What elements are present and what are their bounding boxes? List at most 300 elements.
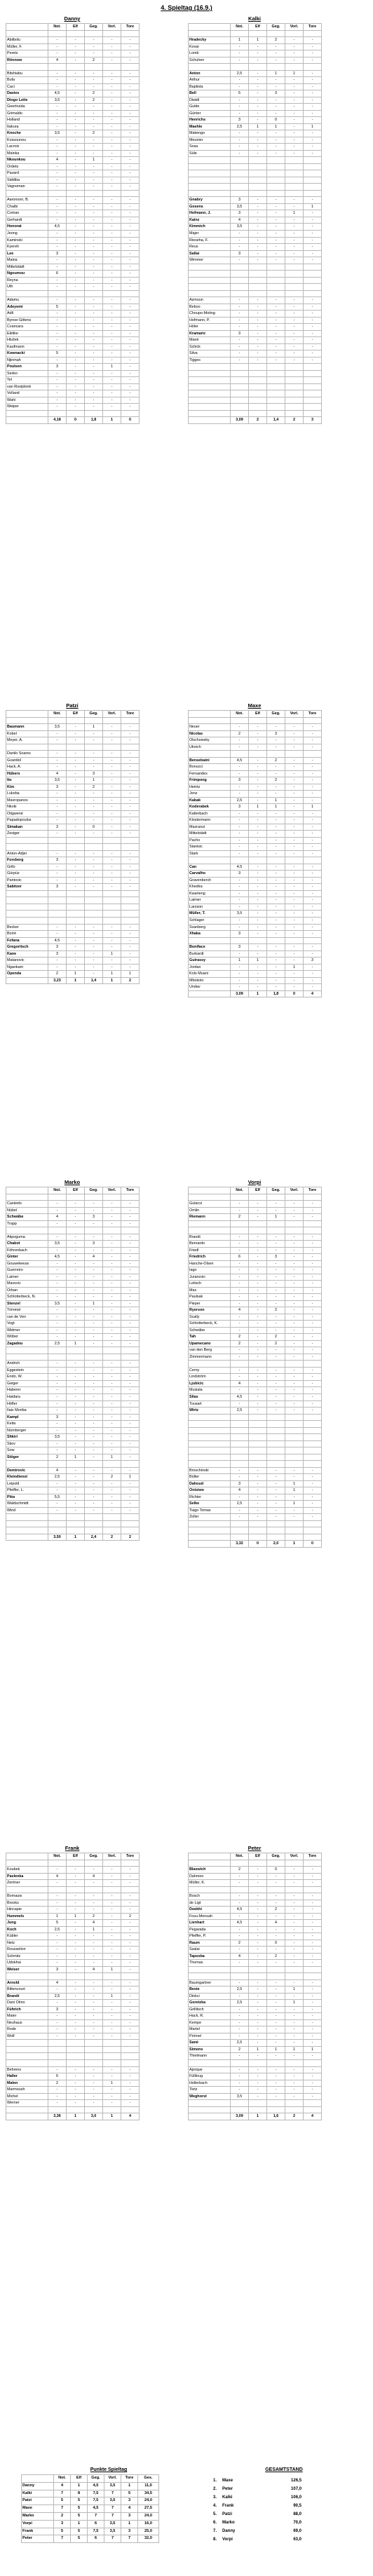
value-cell — [304, 410, 322, 417]
table-row — [189, 757, 322, 764]
value-cell: - — [121, 1220, 140, 1227]
value-cell: - — [267, 1480, 285, 1487]
table-row — [189, 1247, 322, 1254]
value-cell: - — [103, 104, 121, 111]
value-cell: - — [103, 150, 121, 157]
value-cell: - — [267, 944, 285, 951]
value-cell — [103, 917, 121, 924]
table-row — [189, 1993, 322, 2000]
value-cell: - — [103, 2093, 121, 2100]
table-row — [6, 1940, 140, 1947]
value-cell — [85, 410, 103, 417]
value-cell: - — [121, 1947, 140, 1954]
value-cell: - — [67, 1267, 85, 1274]
player-name-cell: Hincapie — [6, 1907, 48, 1914]
value-cell: - — [304, 130, 322, 137]
value-cell: - — [121, 110, 140, 117]
value-cell: - — [249, 2066, 267, 2073]
value-cell: - — [285, 317, 304, 324]
value-cell — [304, 2106, 322, 2113]
value-cell: - — [285, 1401, 304, 1408]
value-cell: - — [304, 1920, 322, 1927]
value-cell: - — [304, 1474, 322, 1481]
value-cell: - — [285, 50, 304, 57]
value-cell — [267, 170, 285, 177]
value-cell: - — [85, 137, 103, 144]
player-name-cell: Papadopoulos — [6, 817, 48, 824]
value-cell: - — [267, 1393, 285, 1401]
manager-name-cell: Marko — [222, 2521, 235, 2525]
table-row — [6, 1461, 140, 1468]
player-name-cell: Orban — [6, 1287, 48, 1294]
player-name-cell: Vogt — [6, 1321, 48, 1328]
value-cell: - — [231, 1401, 249, 1408]
table-row — [189, 137, 322, 144]
player-name-cell: Anton — [189, 70, 231, 77]
summary-row — [189, 2113, 322, 2120]
value-cell: - — [67, 150, 85, 157]
value-cell: 1 — [267, 797, 285, 804]
value-cell — [121, 897, 140, 904]
value-cell: - — [121, 364, 140, 371]
value-cell: - — [67, 311, 85, 318]
player-name-cell: Carvalho — [189, 871, 231, 878]
value-cell: - — [103, 2100, 121, 2107]
value-cell: - — [304, 1993, 322, 2000]
player-name-cell: Can — [189, 864, 231, 871]
value-cell: - — [85, 117, 103, 124]
value-cell: - — [85, 1947, 103, 1954]
value-cell: 1 — [285, 2046, 304, 2053]
value-cell — [231, 383, 249, 390]
value-cell — [85, 717, 103, 724]
value-cell: - — [67, 724, 85, 731]
value-cell — [304, 177, 322, 184]
player-name-cell: Udokhai — [6, 1960, 48, 1967]
player-name-cell: Holland — [6, 117, 48, 124]
value-cell: - — [121, 1387, 140, 1394]
header-cell — [6, 1853, 48, 1860]
value-cell: - — [67, 1387, 85, 1394]
player-name-cell: Sosa — [189, 144, 231, 151]
value-cell: - — [121, 1234, 140, 1241]
value-cell: - — [48, 964, 67, 971]
value-cell — [85, 1194, 103, 1201]
player-name-cell — [6, 1973, 48, 1980]
player-name-cell — [189, 1966, 231, 1973]
value-cell: - — [267, 2033, 285, 2040]
value-cell — [304, 1447, 322, 1454]
table-row — [189, 2066, 322, 2073]
value-cell: - — [267, 2019, 285, 2026]
value-cell: - — [85, 1387, 103, 1394]
table-row — [6, 931, 140, 938]
value-cell — [267, 1434, 285, 1441]
value-cell: - — [121, 1201, 140, 1208]
value-cell: - — [121, 777, 140, 784]
value-cell: - — [103, 1434, 121, 1441]
value-cell: 1 — [285, 210, 304, 217]
value-cell: 3 — [267, 730, 285, 737]
value-cell: 4,5 — [48, 1254, 67, 1261]
summary-row — [6, 417, 140, 424]
value-cell: - — [85, 123, 103, 130]
value-cell — [48, 1514, 67, 1521]
table-row — [6, 2053, 140, 2060]
value-cell: - — [121, 77, 140, 84]
player-name-cell: Stöger — [6, 1454, 48, 1461]
table-row — [6, 1434, 140, 1441]
value-cell: - — [304, 850, 322, 857]
player-name-cell — [6, 837, 48, 844]
value-cell: - — [48, 210, 67, 217]
value-cell: - — [121, 757, 140, 764]
player-name-cell: Kimmich — [189, 224, 231, 231]
value-cell: - — [249, 1214, 267, 1221]
player-name-cell: Michel — [6, 2093, 48, 2100]
value-cell: - — [267, 2087, 285, 2094]
value-cell: 27,5 — [138, 2505, 159, 2513]
value-cell: 3 — [48, 784, 67, 791]
value-cell: - — [121, 1467, 140, 1474]
table-row — [6, 217, 140, 224]
value-cell: - — [48, 1440, 67, 1447]
value-cell: 2 — [121, 1913, 140, 1920]
table-row — [189, 290, 322, 297]
value-cell: - — [285, 304, 304, 311]
player-name-cell: Friedrich — [189, 1254, 231, 1261]
value-cell: - — [103, 311, 121, 318]
player-name-cell: Adli — [6, 311, 48, 318]
value-cell: - — [103, 877, 121, 884]
player-name-cell: Grillitsch — [189, 2006, 231, 2013]
table-row — [189, 1940, 322, 1947]
value-cell — [249, 1973, 267, 1980]
value-cell: - — [48, 1393, 67, 1401]
value-cell: - — [304, 931, 322, 938]
table-row — [6, 90, 140, 97]
value-cell: - — [67, 1260, 85, 1267]
value-cell: 4,5 — [231, 1920, 249, 1927]
value-cell: - — [121, 50, 140, 57]
table-row — [6, 157, 140, 164]
value-cell: - — [85, 1247, 103, 1254]
value-cell: 16,0 — [138, 2520, 159, 2528]
value-cell: 2 — [267, 777, 285, 784]
manager-name: Marko — [64, 1179, 81, 1185]
player-name-cell: Boniface — [189, 944, 231, 951]
value-cell: - — [103, 1287, 121, 1294]
ranking-row — [210, 2485, 304, 2493]
header-cell: Not. — [48, 24, 67, 31]
value-cell: - — [67, 2093, 85, 2100]
table-row — [189, 2087, 322, 2094]
value-cell: - — [249, 1913, 267, 1920]
table-row — [189, 817, 322, 824]
value-cell: - — [267, 1467, 285, 1474]
value-cell: - — [285, 2093, 304, 2100]
value-cell: 1 — [103, 1993, 121, 2000]
table-row — [6, 1527, 140, 1534]
value-cell: - — [249, 1354, 267, 1361]
value-cell — [48, 2106, 67, 2113]
value-cell: - — [67, 1926, 85, 1933]
value-cell: - — [103, 1507, 121, 1514]
player-name-cell: Wolf — [6, 2033, 48, 2040]
player-name-cell: Jenz — [189, 791, 231, 798]
value-cell: - — [249, 1933, 267, 1940]
value-cell: - — [304, 1913, 322, 1920]
value-cell: - — [249, 1979, 267, 1986]
value-cell: 1 — [67, 1454, 85, 1461]
player-name-cell: Simons — [189, 2046, 231, 2053]
value-cell — [48, 2046, 67, 2053]
value-cell: - — [121, 203, 140, 210]
value-cell: 2 — [231, 1940, 249, 1947]
player-name-cell: Weghorst — [189, 2093, 231, 2100]
table-row — [6, 784, 140, 791]
value-cell: - — [67, 377, 85, 384]
table-row — [6, 1474, 140, 1481]
value-cell: - — [103, 50, 121, 57]
value-cell: - — [67, 2006, 85, 2013]
value-cell — [304, 184, 322, 191]
value-cell — [103, 2053, 121, 2060]
value-cell — [249, 1434, 267, 1441]
value-cell: - — [48, 1334, 67, 1341]
player-name-cell — [6, 64, 48, 71]
value-cell — [285, 264, 304, 271]
value-cell: - — [304, 884, 322, 891]
value-cell: - — [231, 350, 249, 357]
value-cell — [304, 404, 322, 411]
value-cell: 2,0 — [267, 1541, 285, 1548]
player-name-cell — [6, 1527, 48, 1534]
player-name-cell: Höler — [189, 324, 231, 331]
value-cell — [285, 1194, 304, 1201]
manager-block-maxe — [188, 701, 322, 997]
value-cell: - — [267, 2073, 285, 2080]
table-row — [189, 2033, 322, 2040]
table-header-row — [22, 2475, 159, 2483]
table-row — [189, 1267, 322, 1274]
player-name-cell: Zesiger — [6, 831, 48, 838]
value-cell: - — [285, 1314, 304, 1321]
value-cell: - — [85, 397, 103, 404]
table-row — [6, 1907, 140, 1914]
table-row — [6, 2106, 140, 2113]
value-cell: 24,0 — [138, 2497, 159, 2505]
player-name-cell: Dahmen — [189, 1873, 231, 1880]
value-cell: 1 — [121, 2482, 138, 2490]
value-cell: - — [249, 57, 267, 64]
header-cell: Elf — [71, 2475, 88, 2483]
value-cell: - — [85, 1494, 103, 1501]
value-cell: - — [48, 1480, 67, 1487]
value-cell: - — [231, 784, 249, 791]
player-name-cell: Guirassy — [189, 958, 231, 965]
player-name-cell: Nicolas — [189, 730, 231, 737]
value-cell: - — [48, 1201, 67, 1208]
value-cell: - — [249, 844, 267, 851]
value-cell: 4 — [54, 2482, 71, 2490]
value-cell — [267, 271, 285, 278]
value-cell — [285, 1414, 304, 1421]
player-name-cell: Stanisic — [189, 844, 231, 851]
value-cell — [285, 277, 304, 284]
value-cell: 2 — [231, 1334, 249, 1341]
value-cell: - — [249, 950, 267, 958]
value-cell — [285, 857, 304, 864]
table-row — [6, 184, 140, 191]
value-cell: - — [103, 390, 121, 397]
table-row — [6, 1254, 140, 1261]
player-name-cell: Diogo Leite — [6, 97, 48, 104]
value-cell: - — [285, 1367, 304, 1374]
value-cell: 2,5 — [231, 70, 249, 77]
value-cell — [121, 1527, 140, 1534]
manager-table — [188, 1853, 322, 2120]
player-name-cell: Maina — [6, 257, 48, 264]
value-cell: 1 — [267, 804, 285, 811]
value-cell: - — [231, 257, 249, 264]
value-cell: - — [67, 2087, 85, 2094]
table-row — [189, 257, 322, 264]
value-cell: - — [48, 1321, 67, 1328]
value-cell — [249, 364, 267, 371]
value-cell: - — [103, 144, 121, 151]
value-cell: - — [67, 137, 85, 144]
value-cell: - — [67, 931, 85, 938]
value-cell: - — [67, 831, 85, 838]
value-cell: - — [103, 1321, 121, 1328]
value-cell: - — [67, 1214, 85, 1221]
player-name-cell: Juranovic — [189, 1274, 231, 1281]
table-row — [189, 2100, 322, 2107]
value-cell: - — [85, 797, 103, 804]
table-row — [189, 1973, 322, 1980]
manager-name: Peter — [247, 1845, 262, 1851]
gesamtstand-table — [210, 2476, 304, 2544]
player-name-cell: Mittelstädt — [189, 831, 231, 838]
value-cell: - — [267, 924, 285, 931]
value-cell: - — [121, 724, 140, 731]
value-cell: - — [103, 2013, 121, 2020]
table-row — [6, 1393, 140, 1401]
player-name-cell: Kainz — [189, 217, 231, 224]
value-cell: - — [67, 257, 85, 264]
value-cell: - — [103, 944, 121, 951]
value-cell: - — [67, 1294, 85, 1301]
table-row — [6, 1194, 140, 1201]
header-cell: Tore — [121, 2475, 138, 2483]
value-cell: 1 — [85, 1926, 103, 1933]
value-cell — [103, 1860, 121, 1867]
value-cell — [304, 1421, 322, 1428]
value-cell: - — [48, 317, 67, 324]
value-cell: 1 — [103, 950, 121, 958]
player-name-cell: Kossounou — [6, 137, 48, 144]
value-cell: - — [121, 230, 140, 237]
player-name-cell — [189, 2100, 231, 2107]
value-cell: - — [267, 130, 285, 137]
value-cell: 3,32 — [231, 1541, 249, 1548]
value-cell: - — [121, 1267, 140, 1274]
value-cell: - — [285, 1260, 304, 1267]
value-cell: 1 — [121, 971, 140, 978]
value-cell: 3 — [48, 1414, 67, 1421]
table-row — [6, 277, 140, 284]
value-cell: - — [103, 1307, 121, 1314]
value-cell: - — [67, 337, 85, 344]
value-cell: - — [67, 1507, 85, 1514]
value-cell: - — [304, 784, 322, 791]
header-cell: Geg. — [267, 1853, 285, 1860]
player-name-cell: Choupo-Moting — [189, 311, 231, 318]
value-cell: - — [67, 277, 85, 284]
value-cell — [48, 410, 67, 417]
value-cell: - — [285, 770, 304, 777]
value-cell — [103, 1227, 121, 1234]
value-cell: - — [249, 897, 267, 904]
value-cell: - — [103, 1241, 121, 1248]
value-cell: - — [121, 1447, 140, 1454]
value-cell: - — [67, 110, 85, 117]
value-cell: - — [285, 1494, 304, 1501]
value-cell: - — [103, 1374, 121, 1381]
player-name-cell: Laimer — [189, 897, 231, 904]
value-cell: - — [267, 724, 285, 731]
manager-table — [188, 23, 322, 424]
player-name-cell: Rönnow — [6, 57, 48, 64]
value-cell: - — [121, 831, 140, 838]
value-cell: - — [48, 751, 67, 758]
value-cell: - — [249, 1940, 267, 1947]
table-row — [6, 971, 140, 978]
value-cell: - — [267, 737, 285, 744]
value-cell: - — [267, 824, 285, 831]
value-cell: - — [48, 404, 67, 411]
value-cell: 1 — [67, 2113, 85, 2120]
value-cell: 0 — [85, 824, 103, 831]
value-cell: - — [285, 784, 304, 791]
value-cell: 4 — [85, 1920, 103, 1927]
value-cell: 0 — [121, 417, 140, 424]
value-cell: - — [48, 37, 67, 44]
player-name-cell: Ljubicic — [189, 1380, 231, 1387]
value-cell: - — [249, 1367, 267, 1374]
table-row — [6, 117, 140, 124]
table-row — [189, 1207, 322, 1214]
value-cell — [48, 64, 67, 71]
table-row — [6, 1514, 140, 1521]
value-cell: - — [249, 1920, 267, 1927]
table-row — [6, 1201, 140, 1208]
value-cell: 7 — [121, 2535, 138, 2543]
value-cell: - — [267, 230, 285, 237]
player-name-cell: Maier — [6, 2013, 48, 2020]
table-row — [189, 857, 322, 864]
value-cell: - — [121, 1321, 140, 1328]
player-name-cell: Blaswich — [189, 1867, 231, 1874]
value-cell: - — [231, 1947, 249, 1954]
value-cell: - — [85, 1893, 103, 1900]
value-cell: - — [231, 1281, 249, 1288]
value-cell: - — [249, 1873, 267, 1880]
player-name-cell: Fofana — [6, 937, 48, 944]
value-cell — [267, 190, 285, 197]
value-cell: - — [267, 764, 285, 771]
